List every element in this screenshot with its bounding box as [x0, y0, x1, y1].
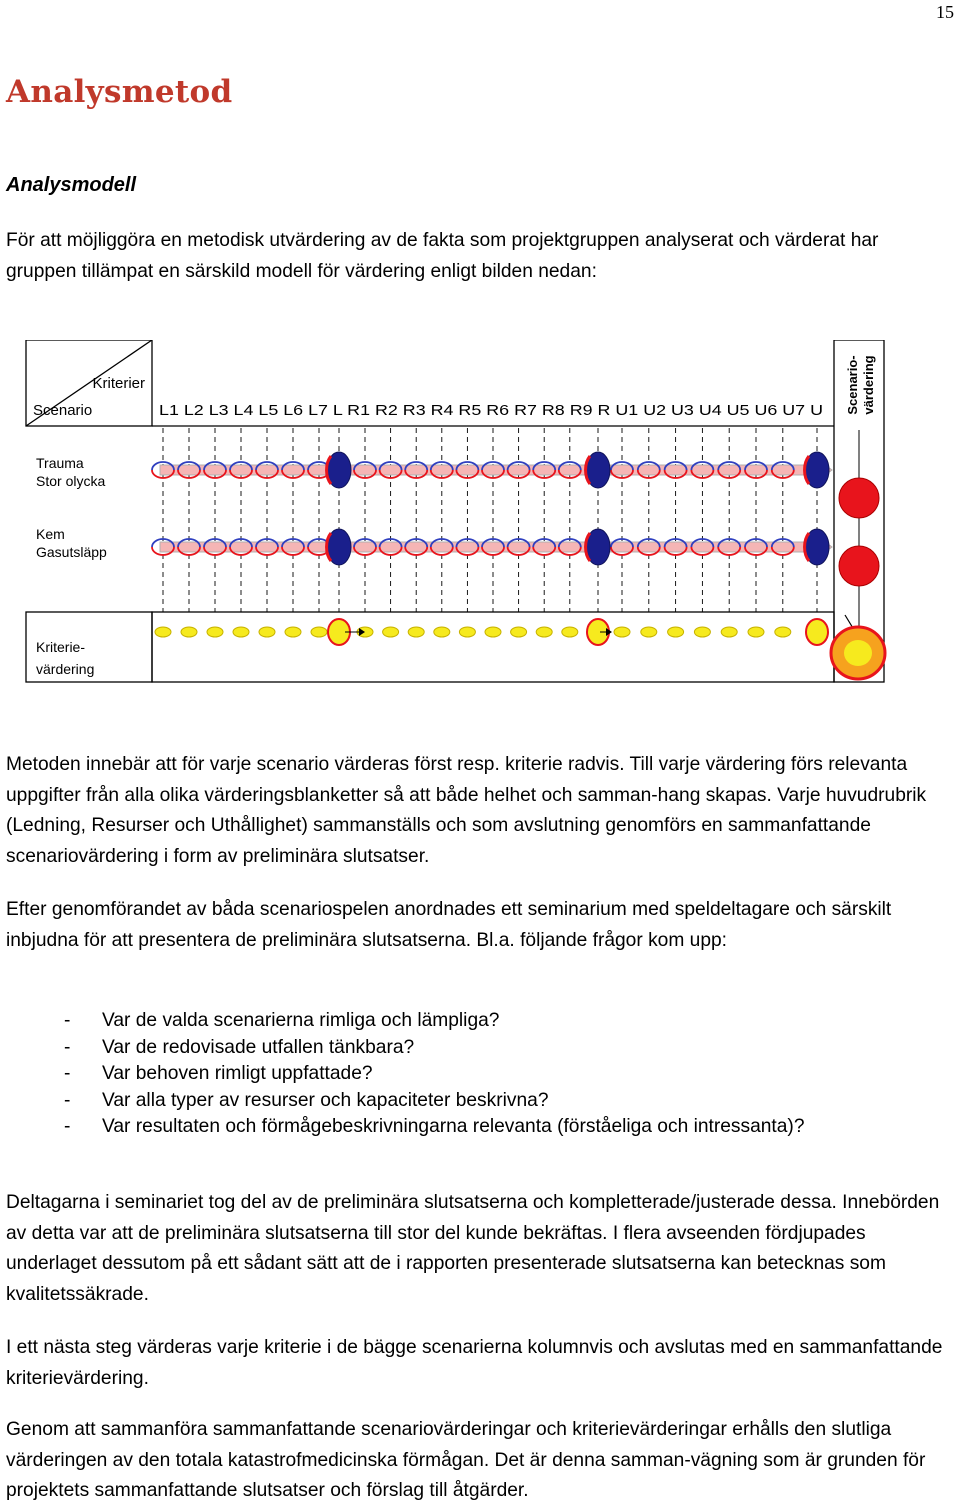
question-item [6, 1061, 951, 1088]
results-paragraph: Deltagarna i seminariet tog del av de preliminära slutsatserna och kompletterade/justerade dessa. Innebörden av detta var att de preliminära slutsatserna till stor del kunde bekräftas. I flera avseenden fördjupades underlaget dessutom på ett sådant sätt att de i rapporten presenterade slutsatserna kan betecknas som kvalitetssäkrade. [6, 1192, 940, 1305]
criteria-eval-circle [459, 627, 475, 637]
criteria-eval-circle [562, 627, 578, 637]
page-title: Analysmetod [6, 74, 233, 110]
list-marker: - [64, 1089, 71, 1111]
criteria-eval-circle [694, 627, 710, 637]
criteria-eval-circle [383, 627, 399, 637]
question-text: Var behoven rimligt uppfattade? [102, 1063, 373, 1084]
criteria-eval-circle [485, 627, 501, 637]
row2-label-line1: Kem [36, 526, 65, 542]
criteria-labels: L1 L2 L3 L4 L5 L6 L7 L R1 R2 R3 R4 R5 R6 R7 R8 R9 R U1 U2 U3 U4 U5 U6 U7 U [159, 403, 823, 419]
header-scenario: Scenario [33, 402, 93, 419]
question-text: Var resultaten och förmågebeskrivningarna relevanta (förståeliga och intressanta)? [102, 1116, 805, 1137]
intro-paragraph: För att möjliggöra en metodisk utvärdering av de fakta som projektgruppen analyserat och värderat har gruppen tillämpat en särskild modell för värdering enligt bilden nedan: [6, 230, 879, 282]
criteria-eval-circle [285, 627, 301, 637]
criteria-eval-circle [155, 627, 171, 637]
question-text: Var de redovisade utfallen tänkbara? [102, 1036, 415, 1058]
criteria-eval-circle [408, 627, 424, 637]
question-item [6, 1088, 951, 1115]
scenario-eval-circle [839, 546, 879, 586]
list-marker: - [64, 1116, 71, 1137]
criteria-eval-circle [434, 627, 450, 637]
next-step-paragraph: I ett nästa steg värderas varje kriterie i de bägge scenarierna kolumnvis och avslutas med en sammanfattande kriterievärdering. [6, 1337, 943, 1389]
flow-arrow [610, 535, 832, 559]
criteria-eval-circle [748, 627, 764, 637]
analysis-model-diagram [0, 340, 960, 690]
criteria-eval-circle [181, 627, 197, 637]
scenario-eval-header-line1: Scenario- [845, 355, 860, 415]
row2-label-line2: Gasutsläpp [36, 544, 107, 560]
criteria-eval-circle [536, 627, 552, 637]
criteria-eval-circle [775, 627, 791, 637]
criteria-eval-circle [311, 627, 327, 637]
question-item [6, 1008, 951, 1035]
page-number: 15 [936, 2, 954, 22]
seminar-paragraph: Efter genomförandet av båda scenariospelen anordnades ett seminarium med speldeltagare och särskilt inbjudna för att presentera de preliminära slutsatserna. Bl.a. följande frågor kom upp: [6, 899, 892, 951]
question-text: Var alla typer av resurser och kapaciteter beskrivna? [102, 1089, 549, 1111]
criteria-eval-circle [614, 627, 630, 637]
list-marker: - [64, 1010, 71, 1031]
criteria-eval-circle [511, 627, 527, 637]
question-text: Var de valda scenarierna rimliga och lämpliga? [102, 1010, 500, 1031]
criteria-eval-circle [207, 627, 223, 637]
scenario-eval-header-line2: värdering [861, 355, 876, 415]
list-marker: - [64, 1063, 71, 1084]
criteria-eval-box [152, 612, 834, 682]
header-criteria: Kriterier [92, 375, 145, 392]
list-marker: - [64, 1036, 71, 1058]
criteria-eval-circle [259, 627, 275, 637]
row1-label-line1: Trauma [36, 455, 84, 471]
section-subtitle: Analysmodell [6, 174, 137, 196]
criteria-eval-circle [233, 627, 249, 637]
criteria-eval-circle [721, 627, 737, 637]
final-paragraph: Genom att sammanföra sammanfattande scenariovärderingar och kriterievärderingar erhålls den slutliga värderingen av den totala katastrofmedicinska förmågan. Det är denna samman-vägning som är grunden för projektets sammanfattande slutsatser och förslag till åtgärder. [6, 1419, 926, 1501]
question-item [6, 1114, 951, 1141]
scenario-eval-circle [839, 478, 879, 518]
method-paragraph: Metoden innebär att för varje scenario värderas först resp. kriterie radvis. Till varje värdering förs relevanta uppgifter från alla olika värderingsblanketter så att både helhet och samman-hang skapas. Varje huvudrubrik (Ledning, Resurser och Uthållighet) sammanställs och som avslutning genomförs en sammanfattande scenariovärdering i form av preliminära slutsatser. [6, 754, 927, 867]
row1-label-line2: Stor olycka [36, 473, 106, 489]
criteria-eval-circle [641, 627, 657, 637]
criteria-eval-circle [668, 627, 684, 637]
final-evaluation-highlight [844, 640, 872, 666]
flow-arrow [610, 458, 832, 482]
row3-label-line2: värdering [36, 661, 95, 677]
criteria-summary-circle [806, 619, 828, 645]
seminar-questions [6, 1008, 951, 1141]
question-item [6, 1035, 951, 1062]
row3-label-line1: Kriterie- [36, 639, 86, 655]
